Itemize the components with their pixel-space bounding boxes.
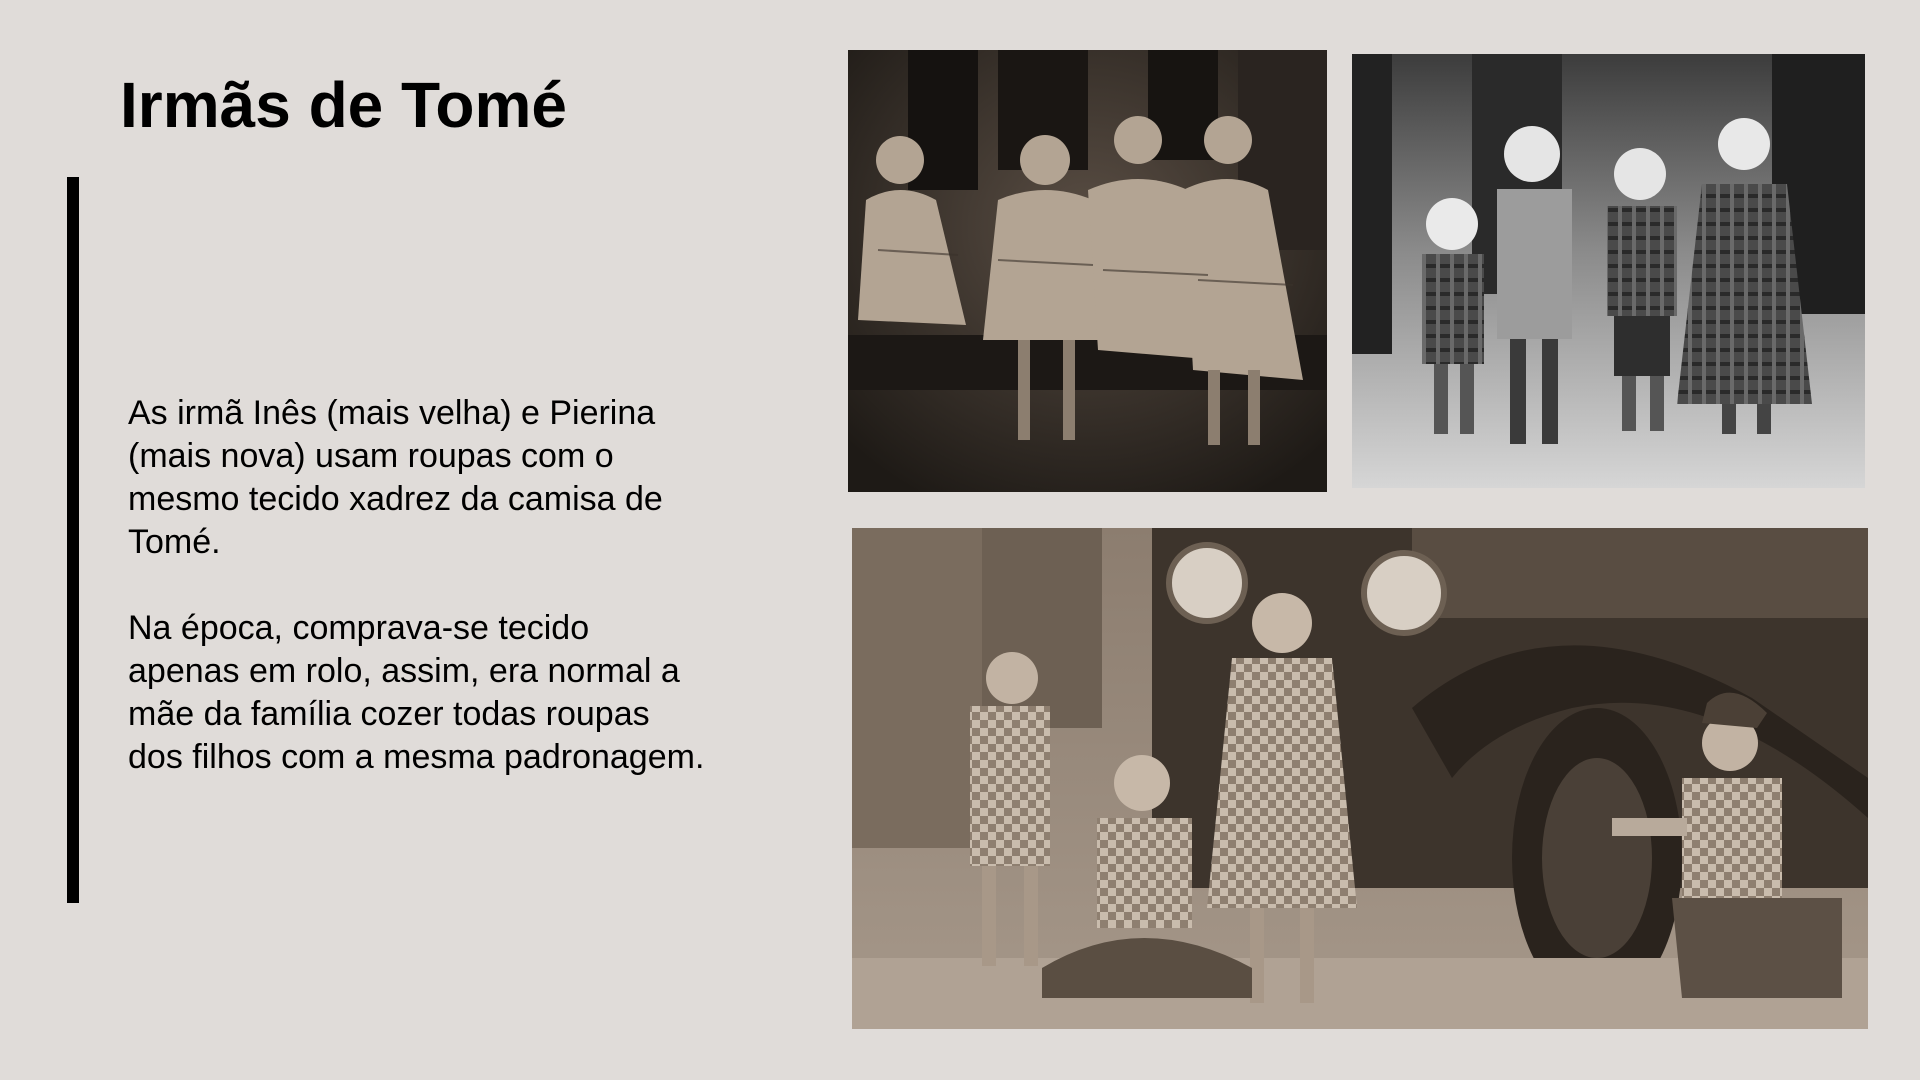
paragraph-2: Na época, comprava-se tecido apenas em rolo, assim, era normal a mãe da família cozer todas roupas dos filhos com a mesma padronagem. xyxy=(128,609,705,776)
photo-children-by-car-image xyxy=(852,528,1868,1029)
photo-standing-children xyxy=(1352,54,1865,488)
photo-seated-girls-image xyxy=(848,50,1327,492)
slide-title: Irmãs de Tomé xyxy=(120,69,567,141)
photo-seated-girls xyxy=(848,50,1327,492)
body-text xyxy=(128,392,708,779)
paragraph-1: As irmã Inês (mais velha) e Pierina (mais nova) usam roupas com o mesmo tecido xadrez da camisa de Tomé. xyxy=(128,394,663,561)
photo-standing-children-image xyxy=(1352,54,1865,488)
accent-bar xyxy=(67,177,79,903)
photo-children-by-car xyxy=(852,528,1868,1029)
